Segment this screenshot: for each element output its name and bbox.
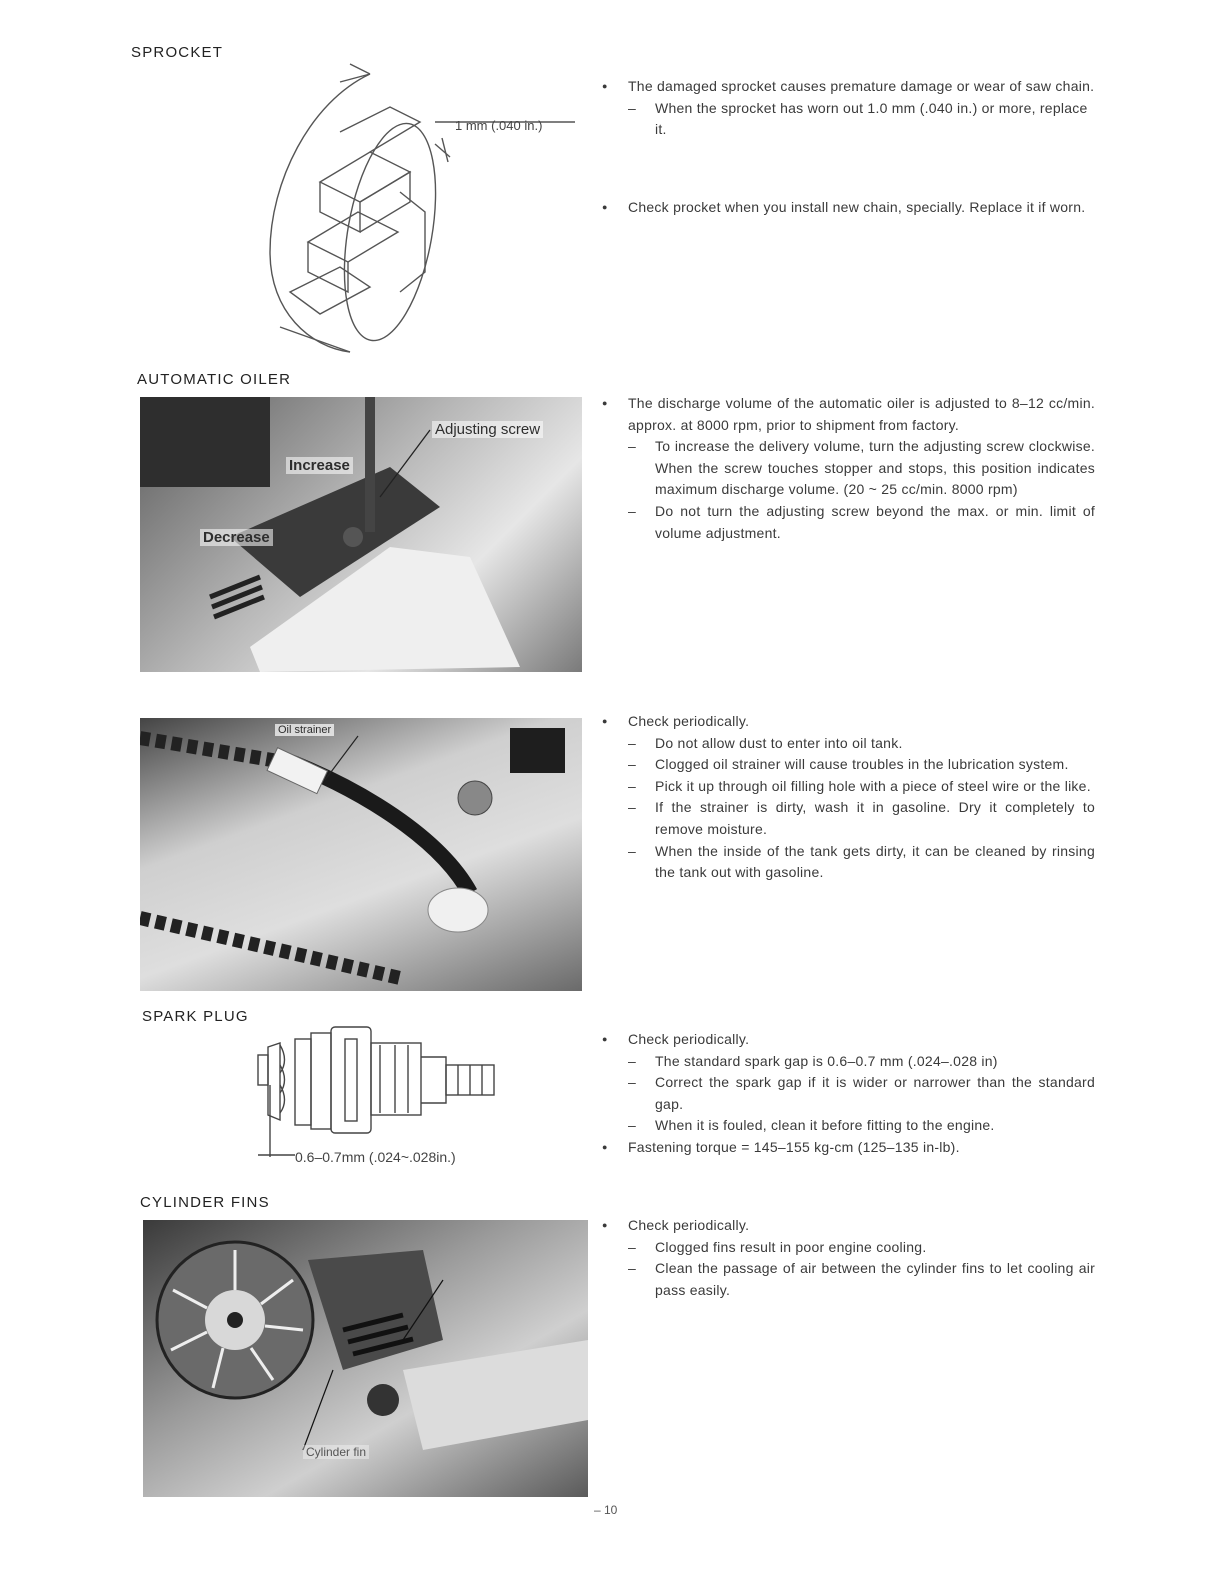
decrease-label: Decrease [200, 529, 273, 546]
section-title-cylinder-fins: CYLINDER FINS [140, 1194, 270, 1211]
oil-strainer-photo [140, 718, 582, 991]
oil-strainer-label: Oil strainer [275, 724, 334, 736]
spark-plug-text [600, 1029, 1095, 1159]
section-title-spark-plug: SPARK PLUG [142, 1008, 249, 1025]
oiler-dash-2: – Do not turn the adjusting screw beyond the max. or min. limit of volume adjustment. [600, 501, 1095, 544]
oiler-dash-1: – To increase the delivery volume, turn the adjusting screw clockwise. When the screw touches stopper and stops, this position indicates maximum discharge volume. (20 ~ 25 cc/min. 8000 rpm) [600, 436, 1095, 501]
oil-strainer-text [600, 711, 1095, 884]
automatic-oiler-photo [140, 397, 582, 672]
strainer-dash-2: – Clogged oil strainer will cause troubles in the lubrication system. [600, 754, 1095, 776]
cylinder-fins-photo [143, 1220, 588, 1497]
strainer-dash-1: – Do not allow dust to enter into oil tank. [600, 733, 1095, 755]
spark-plug-diagram [250, 1025, 550, 1175]
sprocket-dash-1: – When the sprocket has worn out 1.0 mm (.040 in.) or more, replace it. [600, 98, 1095, 141]
sprocket-drawing [250, 62, 590, 362]
sprocket-diagram [250, 62, 590, 362]
sprocket-bullet-2: ● Check procket when you install new chain, specially. Replace it if worn. [600, 197, 1095, 219]
strainer-dash-3: – Pick it up through oil filling hole with a piece of steel wire or the like. [600, 776, 1095, 798]
cylinder-fins-text [600, 1215, 1095, 1301]
strainer-photo-shapes [140, 718, 582, 991]
strainer-dash-4: – If the strainer is dirty, wash it in gasoline. Dry it completely to remove moisture. [600, 797, 1095, 840]
automatic-oiler-text [600, 393, 1095, 544]
increase-label: Increase [286, 457, 353, 474]
page-number: – 10 [594, 1503, 618, 1517]
sprocket-bullet-1: ● The damaged sprocket causes premature damage or wear of saw chain. [600, 76, 1095, 98]
sprocket-text [600, 76, 1095, 218]
spark-dash-1: – The standard spark gap is 0.6–0.7 mm (.024–.028 in) [600, 1051, 1095, 1073]
spark-bullet-1: ● Check periodically. [600, 1029, 1095, 1051]
spark-dash-2: – Correct the spark gap if it is wider or narrower than the standard gap. [600, 1072, 1095, 1115]
spark-dash-3: – When it is fouled, clean it before fitting to the engine. [600, 1115, 1095, 1137]
section-title-automatic-oiler: AUTOMATIC OILER [137, 371, 292, 388]
cylinder-bullet-1: ● Check periodically. [600, 1215, 1095, 1237]
cylinder-dash-1: – Clogged fins result in poor engine cooling. [600, 1237, 1095, 1259]
cylinder-fin-label: Cylinder fin [303, 1445, 369, 1459]
strainer-bullet-1: ● Check periodically. [600, 711, 1095, 733]
strainer-dash-5: – When the inside of the tank gets dirty, it can be cleaned by rinsing the tank out with gasoline. [600, 841, 1095, 884]
spark-gap-label: 0.6–0.7mm (.024~.028in.) [295, 1149, 456, 1165]
adjusting-screw-label: Adjusting screw [432, 421, 543, 438]
section-title-sprocket: SPROCKET [131, 44, 224, 61]
sprocket-wear-label: 1 mm (.040 in.) [455, 118, 543, 133]
spark-bullet-2: ● Fastening torque = 145–155 kg-cm (125–135 in-lb). [600, 1137, 1095, 1159]
cylinder-dash-2: – Clean the passage of air between the cylinder fins to let cooling air pass easily. [600, 1258, 1095, 1301]
oiler-bullet-1: ● The discharge volume of the automatic oiler is adjusted to 8–12 cc/min. approx. at 8000 rpm, prior to shipment from factory. [600, 393, 1095, 436]
